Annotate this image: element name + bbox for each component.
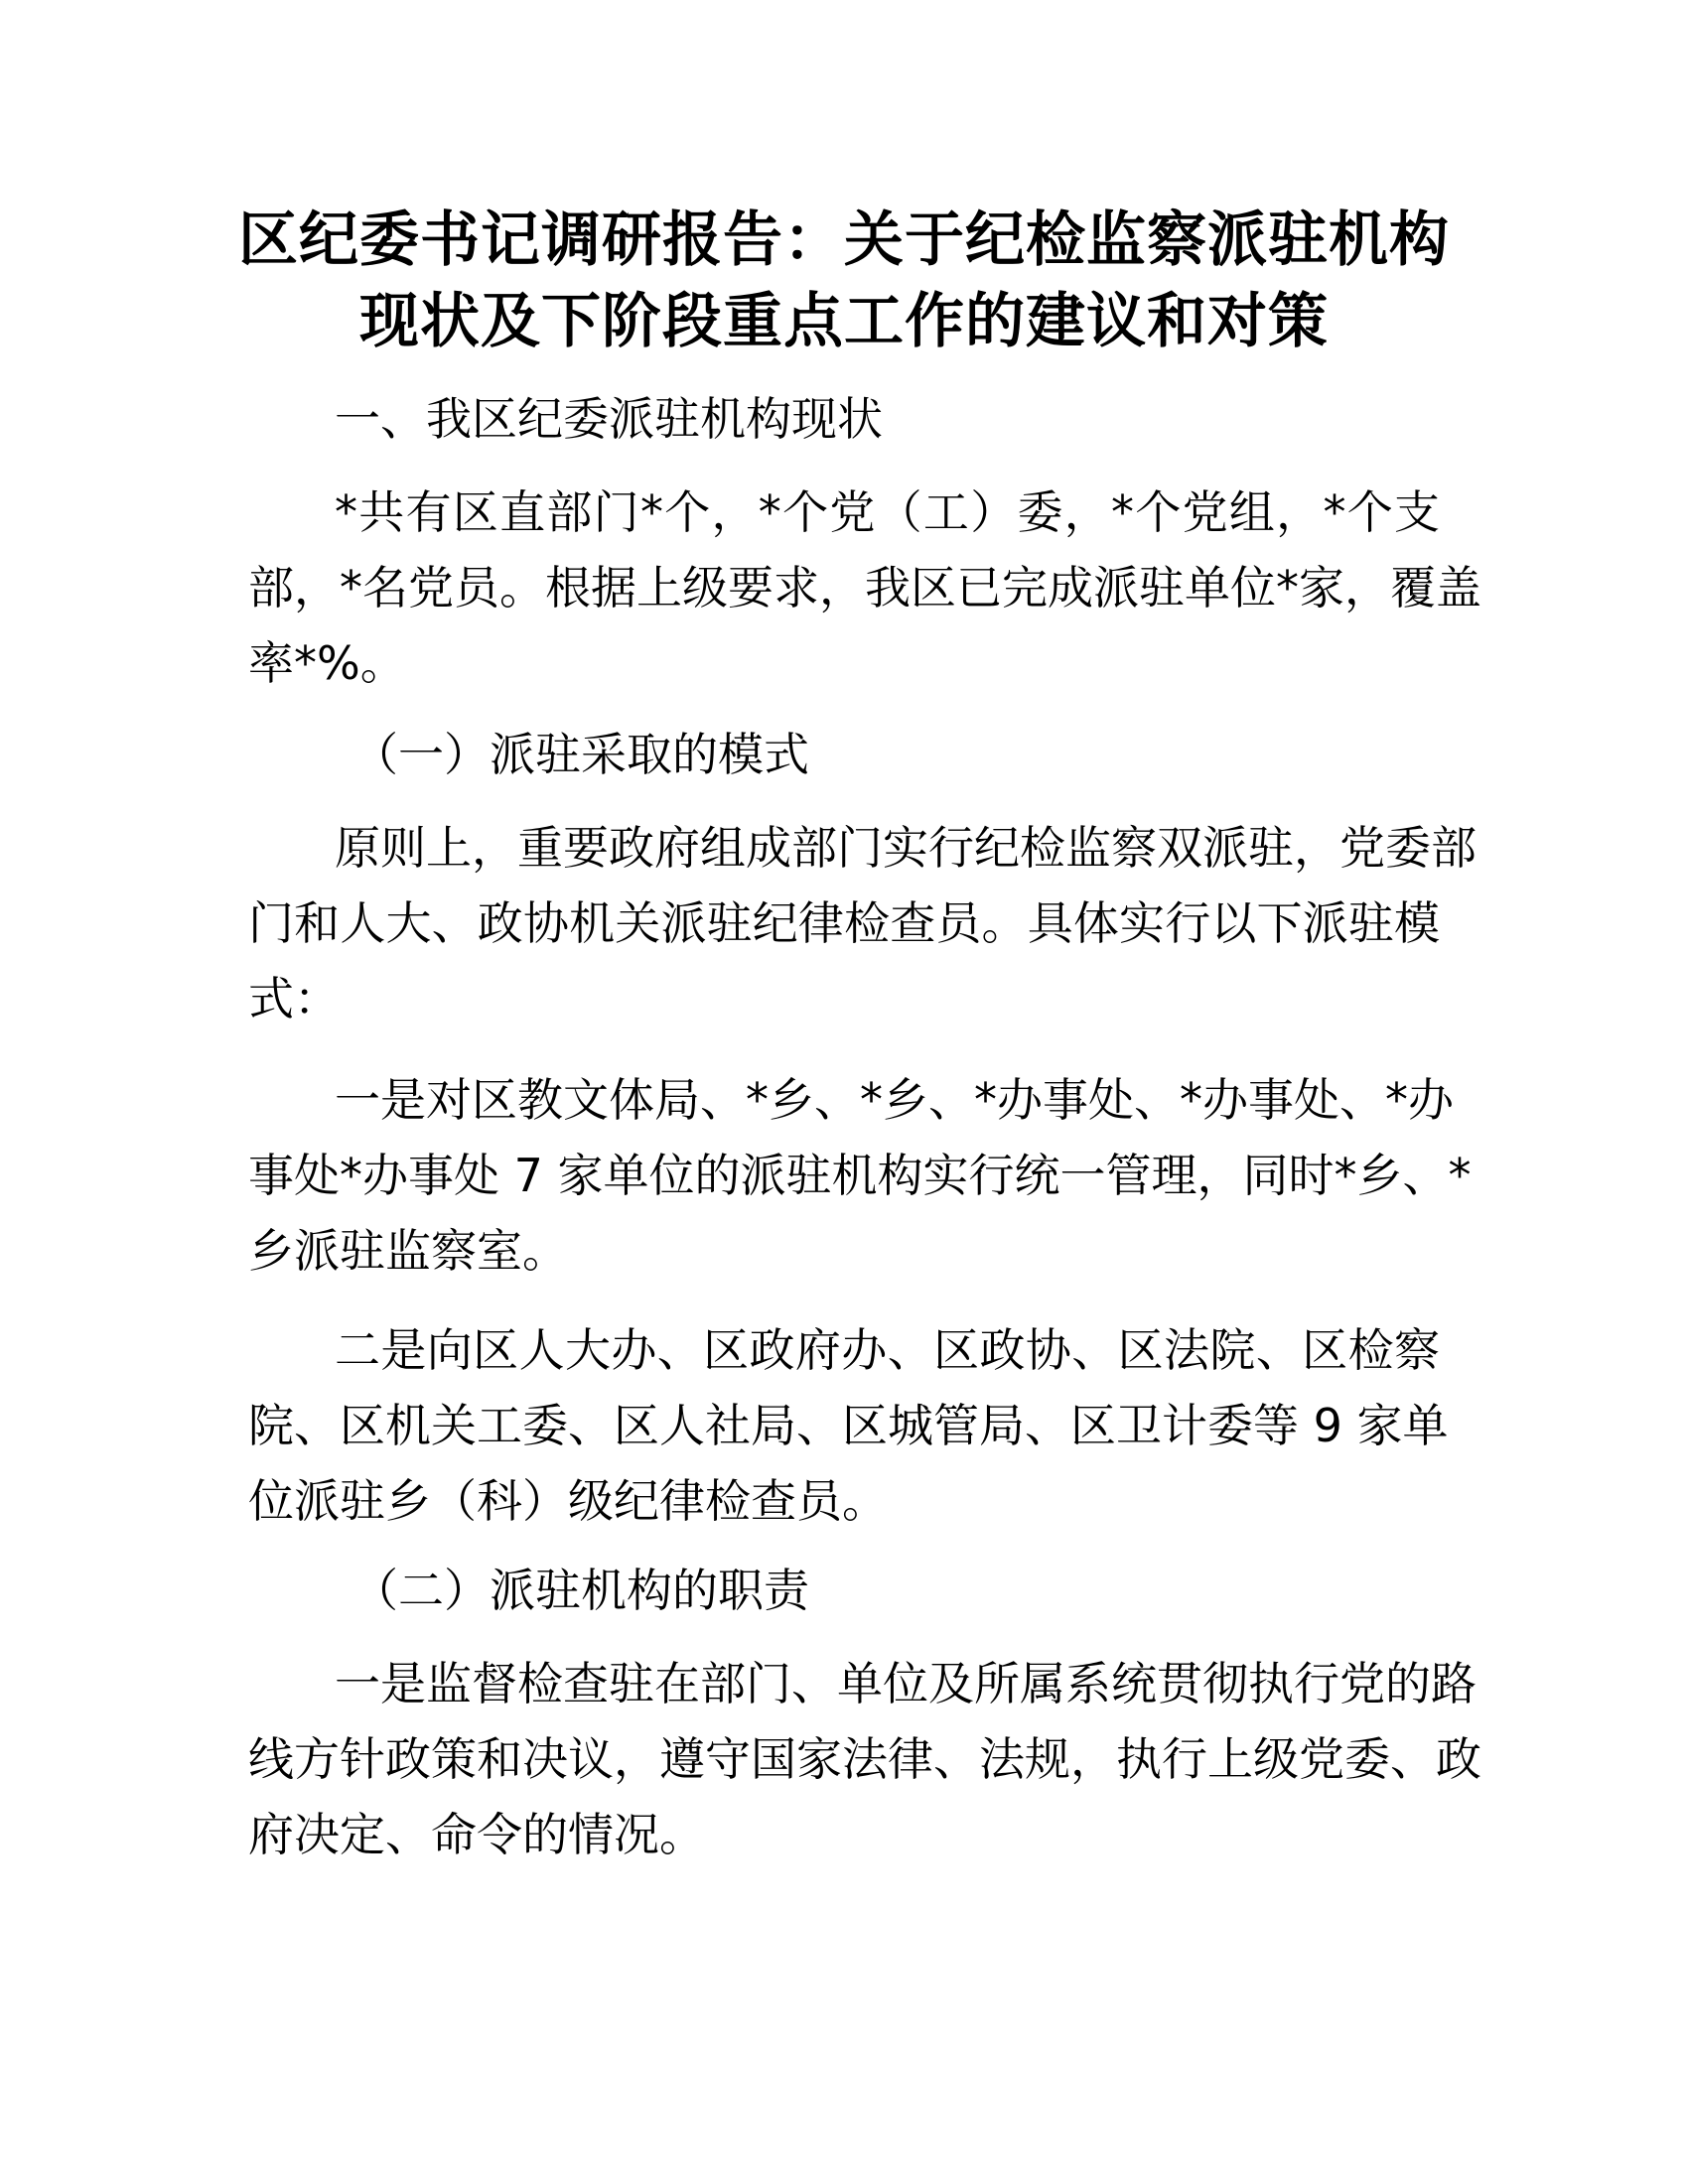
paragraph-4-line-1: 二是向区人大办、区政府办、区政协、区法院、区检察: [335, 1323, 1440, 1377]
paragraph-5-line-3: 府决定、命令的情况。: [248, 1808, 705, 1861]
paragraph-4-line-3: 位派驻乡（科）级纪律检查员。: [248, 1474, 888, 1528]
paragraph-1-line-3: 率*%。: [248, 636, 406, 690]
paragraph-2-line-1: 原则上，重要政府组成部门实行纪检监察双派驻，党委部: [335, 821, 1477, 875]
paragraph-2-line-2: 门和人大、政协机关派驻纪律检查员。具体实行以下派驻模: [248, 896, 1440, 950]
paragraph-4-line-2: 院、区机关工委、区人社局、区城管局、区卫计委等 9 家单: [248, 1399, 1449, 1452]
paragraph-3-line-1: 一是对区教文体局、*乡、*乡、*办事处、*办事处、*办: [335, 1073, 1454, 1127]
section-1-heading: 一、我区纪委派驻机构现状: [335, 392, 883, 446]
paragraph-3-line-2: 事处*办事处 7 家单位的派驻机构实行统一管理，同时*乡、*: [248, 1149, 1472, 1202]
paragraph-5-line-2: 线方针政策和决议，遵守国家法律、法规，执行上级党委、政: [248, 1732, 1481, 1786]
subsection-1-heading: （一）派驻采取的模式: [352, 728, 809, 781]
subsection-2-heading: （二）派驻机构的职责: [352, 1564, 809, 1617]
document-title-line-2: 现状及下阶段重点工作的建议和对策: [359, 287, 1329, 356]
document-title-line-1: 区纪委书记调研报告：关于纪检监察派驻机构: [238, 205, 1450, 275]
paragraph-3-line-3: 乡派驻监察室。: [248, 1224, 568, 1278]
paragraph-1-line-2: 部，*名党员。根据上级要求，我区已完成派驻单位*家，覆盖: [248, 561, 1481, 614]
paragraph-5-line-1: 一是监督检查驻在部门、单位及所属系统贯彻执行党的路: [335, 1657, 1477, 1710]
paragraph-1-line-1: *共有区直部门*个，*个党（工）委，*个党组，*个支: [335, 485, 1440, 539]
paragraph-2-line-3: 式：: [248, 972, 340, 1025]
